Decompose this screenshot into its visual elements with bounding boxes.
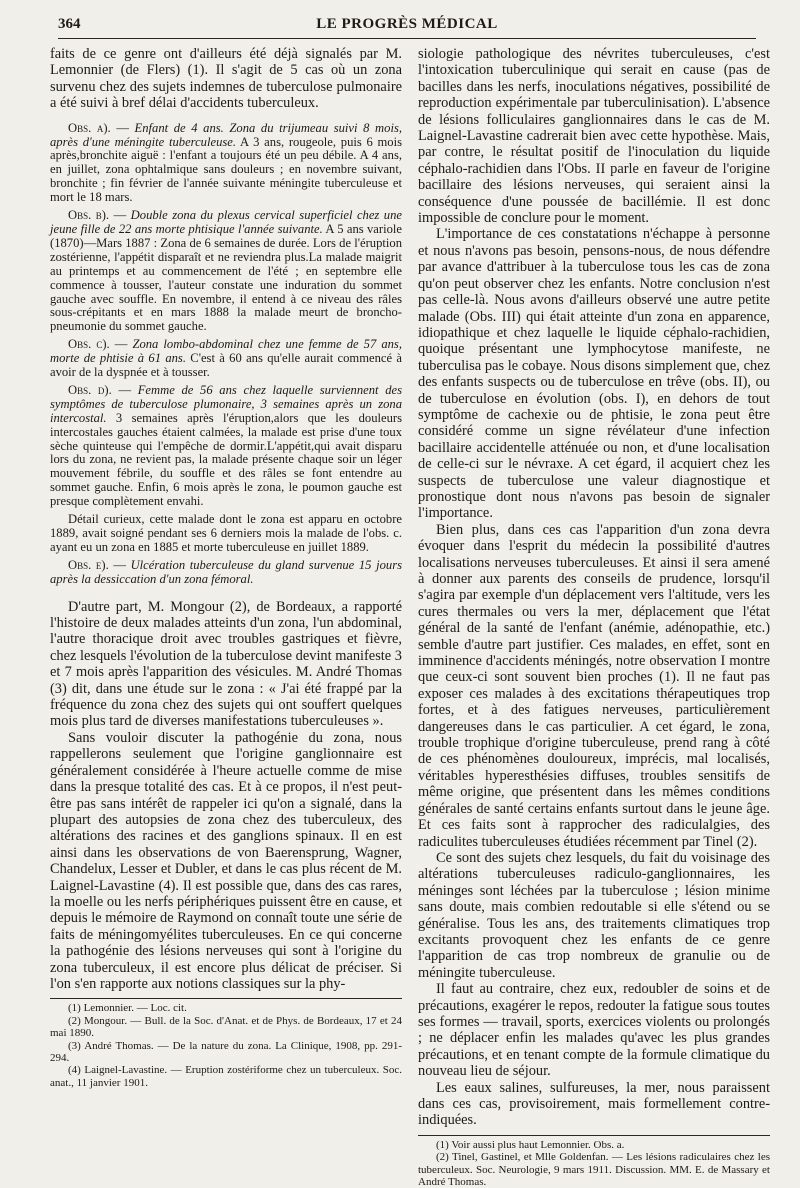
obs-text: A 5 ans variole (1870)—Mars 1887 : Zona de 6 semaines de durée. Lors de l'éruption zostérienne, l'appétit disparaît et ne reviendra plus.La malade maigrit au printemps et au commencement de l'été ; en septembre elle commence à tousser, l'auteur constate une induration du sommet gauche avec souffle. En novembre, il entend à ce niveau des râles sous-crépitants et en mars 1888 la malade meurt de broncho-pneumonie du sommet gauche.	[50, 221, 402, 334]
left-column	[50, 46, 402, 1089]
observation-b	[50, 209, 402, 334]
obs-title: Enfant de 4 ans. Zona du trijumeau suivi 8 mois, après d'une méningite tuberculeuse.	[50, 120, 402, 149]
observation-detail: Détail curieux, cette malade dont le zona est apparu en octobre 1889, avait soigné pendant ses 6 derniers mois la malade de l'obs. c. ayant eu un zona en 1885 et morte tuberculeuse en juillet 1889.	[50, 512, 402, 554]
obs-text: 3 semaines après l'éruption,alors que les douleurs intercostales gauches étaient calmées, la malade est prise d'une toux sèche quinteuse qui l'empêche de dormir.L'appétit,qui avait disparu lors du zona, ne revient pas, la malade présente chaque soir un léger mouvement fébrile, du souffle et des râles se font entendre au sommet gauche. Enfin, 6 mois après le zona, le poumon gauche est presque complètement envahi.	[50, 410, 402, 509]
obs-label: Obs. c). —	[68, 337, 128, 352]
paragraph-physiologie: siologie pathologique des névrites tuberculeuses, c'est l'intoxication tuberculinique qui serait en cause (pas de bacilles dans les nerfs, inoculations négatives, possibilité de reproduction expérimentale par tuberculinisation). L'absence de lésions folliculaires ganglionnaires dans le cas de M. Laignel-Lavastine cadrerait bien avec cette hypothèse. Mais, par contre, le résultat positif de l'inoculation du liquide céphalo-rachidien dans l'Obs. II parle en faveur de l'origine bacillaire des lésions nerveuses, qui seraient ainsi la conséquence d'une poussée de bacillémie. Il est donc impossible de conclure pour le moment.	[418, 46, 770, 227]
obs-title: Ulcération tuberculeuse du gland survenue 15 jours après la dessiccation d'un zona fémoral.	[50, 557, 403, 586]
intro-paragraph: faits de ce genre ont d'ailleurs été déjà signalés par M. Lemonnier (de Flers) (1). Il s'agit de 5 cas où un zona survenu chez des sujets indemnes de tuberculose pulmonaire a été suivi à bref délai d'accidents tuberculeux.	[50, 46, 402, 112]
observation-c	[50, 338, 402, 380]
footnote-rule	[418, 1135, 770, 1136]
obs-label: Obs. b). —	[68, 208, 127, 223]
page-number: 364	[58, 16, 81, 32]
footnote: (3) André Thomas. — De la nature du zona. La Clinique, 1908, pp. 291-294.	[50, 1039, 402, 1064]
footnote: (2) Mongour. — Bull. de la Soc. d'Anat. et de Phys. de Bordeaux, 17 et 24 mai 1890.	[50, 1014, 402, 1040]
footnote: (1) Voir aussi plus haut Lemonnier. Obs. a.	[436, 1138, 625, 1151]
footnote: (4) Laignel-Lavastine. — Eruption zostériforme chez un tuberculeux. Soc. anat., 11 janvier 1901.	[50, 1064, 402, 1089]
journal-title: LE PROGRÈS MÉDICAL	[316, 16, 498, 32]
running-header	[58, 16, 756, 39]
paragraph-bien-plus: Bien plus, dans ces cas l'apparition d'un zona devra évoquer dans l'esprit du médecin la possibilité d'autres localisations nerveuses tuberculeuses. Et ainsi il sera amené à donner aux parents des conseils de prudence, lorsqu'il s'agira par exemple d'un déplacement vers l'altitude, vers les cures thermales ou vers la mer, déplacement que l'état général de la santé de l'enfant (anémie, adénopathie, etc.) semble d'autre part justifier. Ces malades, en effet, sont en imminence d'accidents méningés, notre observation I montre que ceux-ci sont souvent bien proches (1). Il ne faut pas exposer ces malades à des excitations thérapeutiques trop fortes, et à des fatigues nerveuses, particulièrement dangereuses dans le cas particulier. A cet égard, le zona, trouble trophique d'origine tuberculeuse, prend rang à côté de ces phénomènes douloureux, imprécis, mal localisés, véritables hyperesthésies diffuses, troubles sensitifs de même origine, que présentent dans les mêmes conditions générales de santé certains enfants surtout dans le jeune âge. Et ces faits sont à rapprocher des radiculalgies, des radiculites tuberculeuses étudiées récemment par Tinel (2).	[418, 521, 770, 850]
paragraph-mongour: D'autre part, M. Mongour (2), de Bordeaux, a rapporté l'histoire de deux malades atteints d'un zona, l'un abdominal, l'autre thoracique droit avec troubles gastriques et fièvre, chez lesquels l'évolution de la tuberculose devint manifeste 3 et 7 mois après l'apparition des vésicules. M. André Thomas (3) dit, dans une étude sur le zona : « J'ai été frappé par la fréquence du zona chez des sujets qui ont souffert quelques mois plus tard de diverses manifestations tuberculeuses ».	[50, 598, 402, 730]
observation-e	[50, 559, 402, 587]
footnote: (2) Tinel, Gastinel, et Mlle Goldenfan. — Les lésions radiculaires chez les tuberculeux. Soc. Neurologie, 9 mars 1911. Discussion. MM. E. de Massary et André Thomas.	[418, 1151, 770, 1188]
obs-text: A 3 ans, rougeole, puis 6 mois après,bronchite aiguë : l'enfant a toujours été un peu débile. A 4 ans, en juillet, zona ophtalmique sans douleurs ; en novembre suivant, bronchite ; fin février de l'année suivante méningite tuberculeuse et mort le 18 mars.	[50, 134, 402, 205]
paragraph-eaux: Les eaux salines, sulfureuses, la mer, nous paraissent dans ces cas, provisoirement, mais formellement contre-indiquées.	[418, 1079, 770, 1129]
obs-title: Femme de 56 ans chez laquelle surviennent des symptômes de tuberculose plumonaire, 3 semaines après un zona intercostal.	[50, 382, 402, 425]
observation-a	[50, 122, 402, 205]
obs-label: Obs. d). —	[68, 382, 132, 397]
paragraph-precautions: Il faut au contraire, chez eux, redoubler de soins et de précautions, exagérer le repos, redouter la fatigue sous toutes ses formes — travail, sports, exercices violents ou prolongés ; ne déplacer enfin les malades qu'avec les plus grandes précautions, et en tenant compte de la formule climatique du nouveau lieu de séjour.	[418, 981, 770, 1080]
observation-d	[50, 384, 402, 509]
right-column	[418, 46, 770, 1188]
obs-label: Obs. e). —	[68, 557, 126, 572]
obs-title: Zona lombo-abdominal chez une femme de 57 ans, morte de phtisie à 61 ans.	[50, 337, 402, 366]
footnote-rule	[50, 998, 402, 999]
obs-label: Obs. a). —	[68, 120, 129, 135]
footnote: (1) Lemonnier. — Loc. cit.	[68, 1002, 187, 1015]
obs-text: C'est à 60 ans qu'elle aurait commencé à avoir de la dyspnée et à tousser.	[50, 351, 402, 380]
obs-title: Double zona du plexus cervical superficiel chez une jeune fille de 22 ans morte phtisique l'année suivante.	[50, 208, 402, 236]
paragraph-importance: L'importance de ces constatations n'échappe à personne et nous n'avons pas besoin, pensons-nous, de nous défendre par avance d'attribuer à la tuberculose tous les cas de zona qu'on peut observer chez les enfants. Notre conclusion n'est pas celle-là. Nous avons d'ailleurs observé une autre petite malade (Obs. III) qui était atteinte d'un zona en apparence, idiopathique et chez laquelle le liquide céphalo-rachidien, quoique présentant une lymphocytose manifeste, ne tuberculisa pas le cobaye. Nous disons simplement que, chez des enfants suspects ou de tuberculose en trêve (obs. II), ou de tuberculose en évolution (obs. I), en dehors de tout symptôme de cachexie ou de phtisie, le zona peut être considéré comme un signe révélateur d'une infection bacillaire accidentelle atténuée ou non, et d'une localisation de celle-ci sur le névraxe. A cet égard, il acquiert chez les suspects de tuberculose une valeur diagnostique et pronostique dont nous n'avons pas besoin de signaler l'importance.	[418, 226, 770, 522]
paragraph-pathogenie: Sans vouloir discuter la pathogénie du zona, nous rappellerons seulement que l'origine ganglionnaire est généralement considérée à l'heure actuelle comme de mise dans la presque totalité des cas. Et à ce propos, il n'est peut-être pas sans intérêt de rappeler ici qu'on a signalé, dans la plupart des autopsies de zona chez des tuberculeux, des altérations des racines et des ganglions spinaux. Il en est ainsi dans les observations de von Baerensprung, Wagner, Chandelux, Lesser et Dubler, et dans le cas plus récent de M. Laignel-Lavastine (4). Il est possible que, dans des cas rares, la moelle ou les nerfs périphériques puissent être en cause, et depuis le mémoire de Raymond on connaît toute une série de faits de méningomyélites tuberculeuses. En ce qui concerne la pathogénie des lésions nerveuses qui sont à l'origine du zona tuberculeux, il est encore plus délicat de préciser. Si l'on s'en rapporte aux notions classiques sur la phy-	[50, 729, 402, 992]
paragraph-sujets: Ce sont des sujets chez lesquels, du fait du voisinage des altérations tuberculeuses radiculo-ganglionnaires, les méninges sont léchées par la tuberculose ; lésion minime sans doute, mais combien redoutable si elle s'étend ou se généralise. Tous les ans, des traitements climatiques trop excitants provoquent chez les enfants de ce genre l'apparition de cas trop nombreux de granulie ou de méningite tuberculeuse.	[418, 849, 770, 981]
